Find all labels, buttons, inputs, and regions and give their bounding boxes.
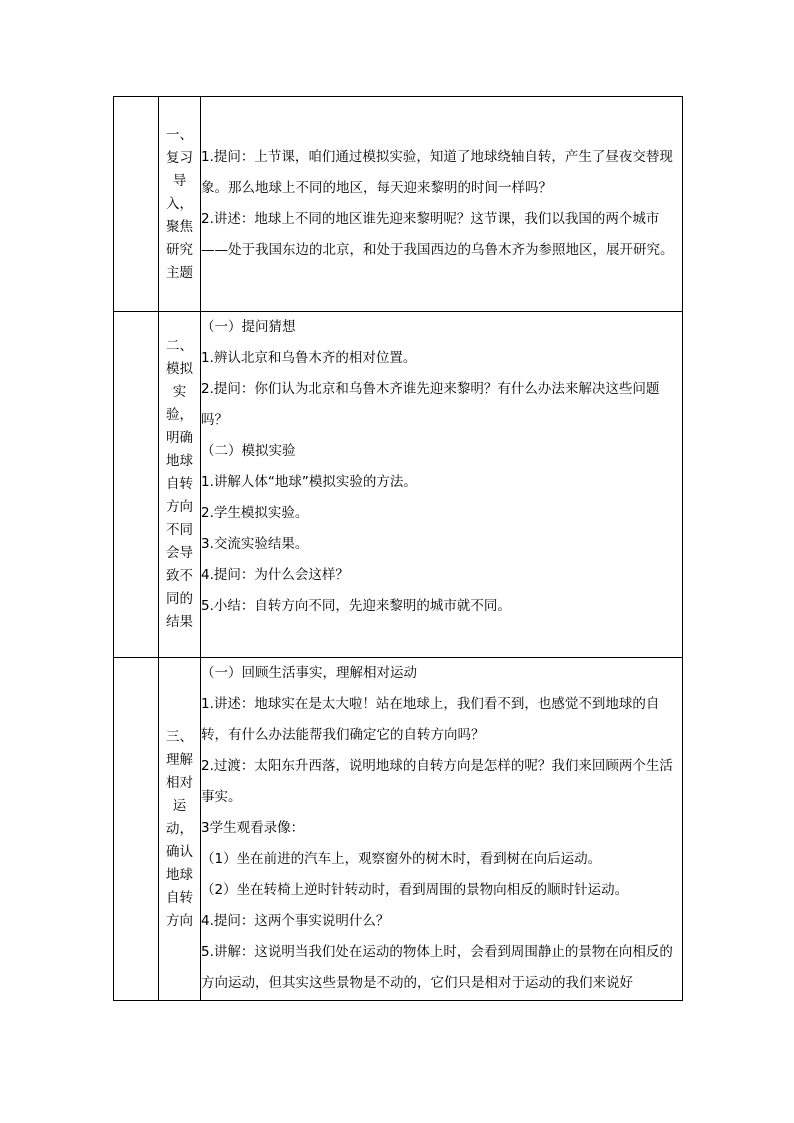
label-line: 地球	[166, 453, 193, 469]
section-label	[159, 97, 201, 312]
label-line: 复习	[166, 149, 193, 166]
content-line: 2.提问：你们认为北京和乌鲁木齐谁先迎来黎明？有什么办法来解决这些问题吗？	[201, 381, 660, 428]
content-line: 4.提问：这两个事实说明什么？	[201, 913, 390, 929]
section-content	[201, 658, 683, 1001]
lesson-plan-table	[113, 96, 683, 1001]
label-line: 入，	[166, 195, 193, 212]
content-line: 1.讲解人体“地球”模拟实验的方法。	[201, 474, 417, 490]
label-line: 不同	[166, 522, 193, 538]
label-line: 自转	[166, 476, 193, 492]
content-line: 1.讲述：地球实在是太大啦！站在地球上，我们看不到，也感觉不到地球的自转，有什么办法能帮我们确定它的自转方向吗？	[201, 696, 660, 743]
content-line: 5.讲解：这说明当我们处在运动的物体上时，会看到周围静止的景物在向相反的方向运动，但其实这些景物是不动的，它们只是相对于运动的我们来说好	[201, 944, 673, 991]
label-line: 研究	[166, 241, 193, 258]
label-line: 地球	[166, 866, 193, 883]
blank-cell	[114, 658, 159, 1001]
content-line: （一）提问猜想	[201, 319, 296, 335]
table-row	[114, 658, 683, 1001]
content-line: 1.提问：上节课，咱们通过模拟实验，知道了地球绕轴自转，产生了昼夜交替现象。那么地球上不同的地区，每天迎来黎明的时间一样吗？	[201, 149, 673, 196]
label-line: 方向	[166, 499, 193, 515]
section-label	[159, 658, 201, 1001]
section-label	[159, 312, 201, 658]
label-line: 实	[172, 384, 187, 400]
content-line: 3学生观看录像：	[201, 820, 305, 836]
content-line: （一）回顾生活事实，理解相对运动	[201, 665, 417, 681]
label-line: 一、	[166, 126, 193, 143]
label-line: 运	[172, 797, 187, 814]
label-line: 三、	[166, 728, 193, 745]
content-line: 3.交流实验结果。	[201, 536, 309, 552]
label-line: 导	[172, 172, 187, 189]
label-line: 验，	[166, 407, 193, 423]
blank-cell	[114, 312, 159, 658]
table-row	[114, 312, 683, 658]
label-line: 理解	[166, 751, 193, 768]
blank-cell	[114, 97, 159, 312]
label-line: 自转	[166, 889, 193, 906]
label-line: 同的	[166, 591, 193, 607]
content-line: 2.讲述：地球上不同的地区谁先迎来黎明呢？这节课，我们以我国的两个城市——处于我国东边的北京，和处于我国西边的乌鲁木齐为参照地区，展开研究。	[201, 211, 674, 258]
label-line: 确认	[166, 843, 193, 860]
content-line: 2.过渡：太阳东升西落，说明地球的自转方向是怎样的呢？我们来回顾两个生活事实。	[201, 758, 673, 805]
label-line: 动，	[166, 820, 193, 837]
section-content	[201, 97, 683, 312]
content-line: 1.辨认北京和乌鲁木齐的相对位置。	[201, 350, 417, 366]
table-body	[114, 97, 683, 1001]
label-line: 聚焦	[166, 218, 193, 235]
label-line: 模拟	[166, 361, 193, 377]
label-line: 致不	[166, 568, 193, 584]
label-line: 结果	[166, 614, 193, 630]
label-line: 方向	[166, 912, 193, 929]
section-content	[201, 312, 683, 658]
content-line: 4.提问：为什么会这样？	[201, 567, 349, 583]
label-line: 明确	[166, 430, 193, 446]
content-line: 5.小结：自转方向不同，先迎来黎明的城市就不同。	[201, 598, 511, 614]
label-line: 会导	[166, 545, 193, 561]
label-line: 二、	[166, 338, 193, 354]
content-line: （1）坐在前进的汽车上，观察窗外的树木时，看到树在向后运动。	[201, 851, 602, 867]
content-line: （二）模拟实验	[201, 443, 296, 459]
content-line: 2.学生模拟实验。	[201, 505, 309, 521]
content-line: （2）坐在转椅上逆时针转动时，看到周围的景物向相反的顺时针运动。	[201, 882, 629, 898]
table-row	[114, 97, 683, 312]
label-line: 主题	[166, 264, 193, 281]
label-line: 相对	[166, 774, 193, 791]
